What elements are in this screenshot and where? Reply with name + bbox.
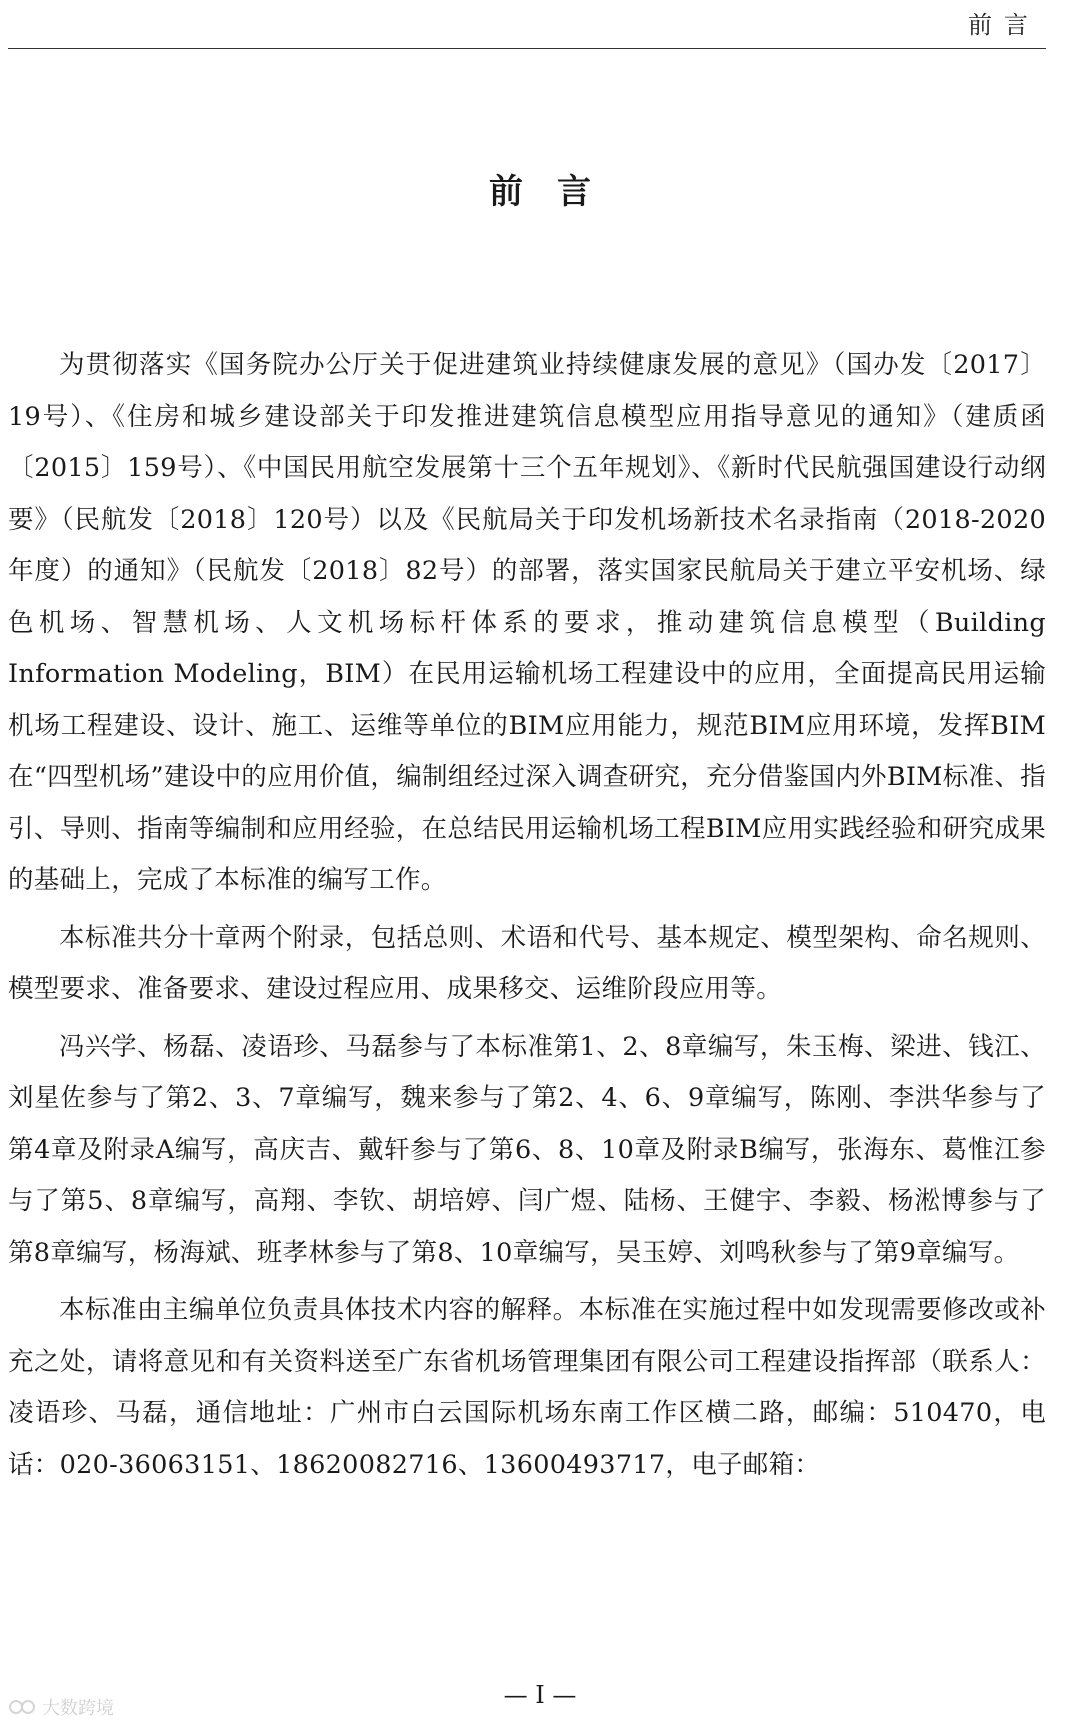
header-divider <box>8 48 1046 49</box>
paragraph-contributors: 冯兴学、杨磊、凌语珍、马磊参与了本标准第1、2、8章编写，朱玉梅、梁进、钱江、刘星佐参与了第2、3、7章编写，魏来参与了第2、4、6、9章编写，陈刚、李洪华参与了第4章及附录A编写，高庆吉、戴轩参与了第6、8、10章及附录B编写，张海东、葛惟江参与了第5、8章编写，高翔、李钦、胡培婷、闫广煜、陆杨、王健宇、李毅、杨淞博参与了第8章编写，杨海斌、班孝林参与了第8、10章编写，吴玉婷、刘鸣秋参与了第9章编写。 <box>8 1031 1046 1268</box>
paragraph-structure: 本标准共分十章两个附录，包括总则、术语和代号、基本规定、模型架构、命名规则、模型要求、准备要求、建设过程应用、成果移交、运维阶段应用等。 <box>8 922 1046 1004</box>
watermark-logo-icon <box>8 1696 38 1718</box>
paragraph-purpose: 为贯彻落实《国务院办公厅关于促进建筑业持续健康发展的意见》（国办发〔2017〕19号）、《住房和城乡建设部关于印发推进建筑信息模型应用指导意见的通知》（建质函〔2015〕159号）、《中国民用航空发展第十三个五年规划》、《新时代民航强国建设行动纲要》（民航发〔2018〕120号）以及《民航局关于印发机场新技术名录指南（2018-2020年度）的通知》（民航发〔2018〕82号）的部署，落实国家民航局关于建立平安机场、绿色机场、智慧机场、人文机场标杆体系的要求，推动建筑信息模型（Building Information Modeling，BIM）在民用运输机场工程建设中的应用，全面提高民用运输机场工程建设、设计、施工、运维等单位的BIM应用能力，规范BIM应用环境，发挥BIM在“四型机场”建设中的应用价值，编制组经过深入调查研究，充分借鉴国内外BIM标准、指引、导则、指南等编制和应用经验，在总结民用运输机场工程BIM应用实践经验和研究成果的基础上，完成了本标准的编写工作。 <box>8 350 1046 895</box>
running-header: 前言 <box>968 11 1040 39</box>
paragraph-contact: 本标准由主编单位负责具体技术内容的解释。本标准在实施过程中如发现需要修改或补充之处，请将意见和有关资料送至广东省机场管理集团有限公司工程建设指挥部（联系人：凌语珍、马磊，通信地址：广州市白云国际机场东南工作区横二路，邮编：510470，电话：020-36063151、18620082716、13600493717，电子邮箱： <box>8 1295 1046 1480</box>
body-text <box>8 340 1046 1497</box>
page-number: — I — <box>503 1681 577 1709</box>
watermark-text: 大数跨境 <box>42 1698 114 1719</box>
watermark <box>8 1694 114 1720</box>
page-title: 前言 <box>489 172 625 212</box>
